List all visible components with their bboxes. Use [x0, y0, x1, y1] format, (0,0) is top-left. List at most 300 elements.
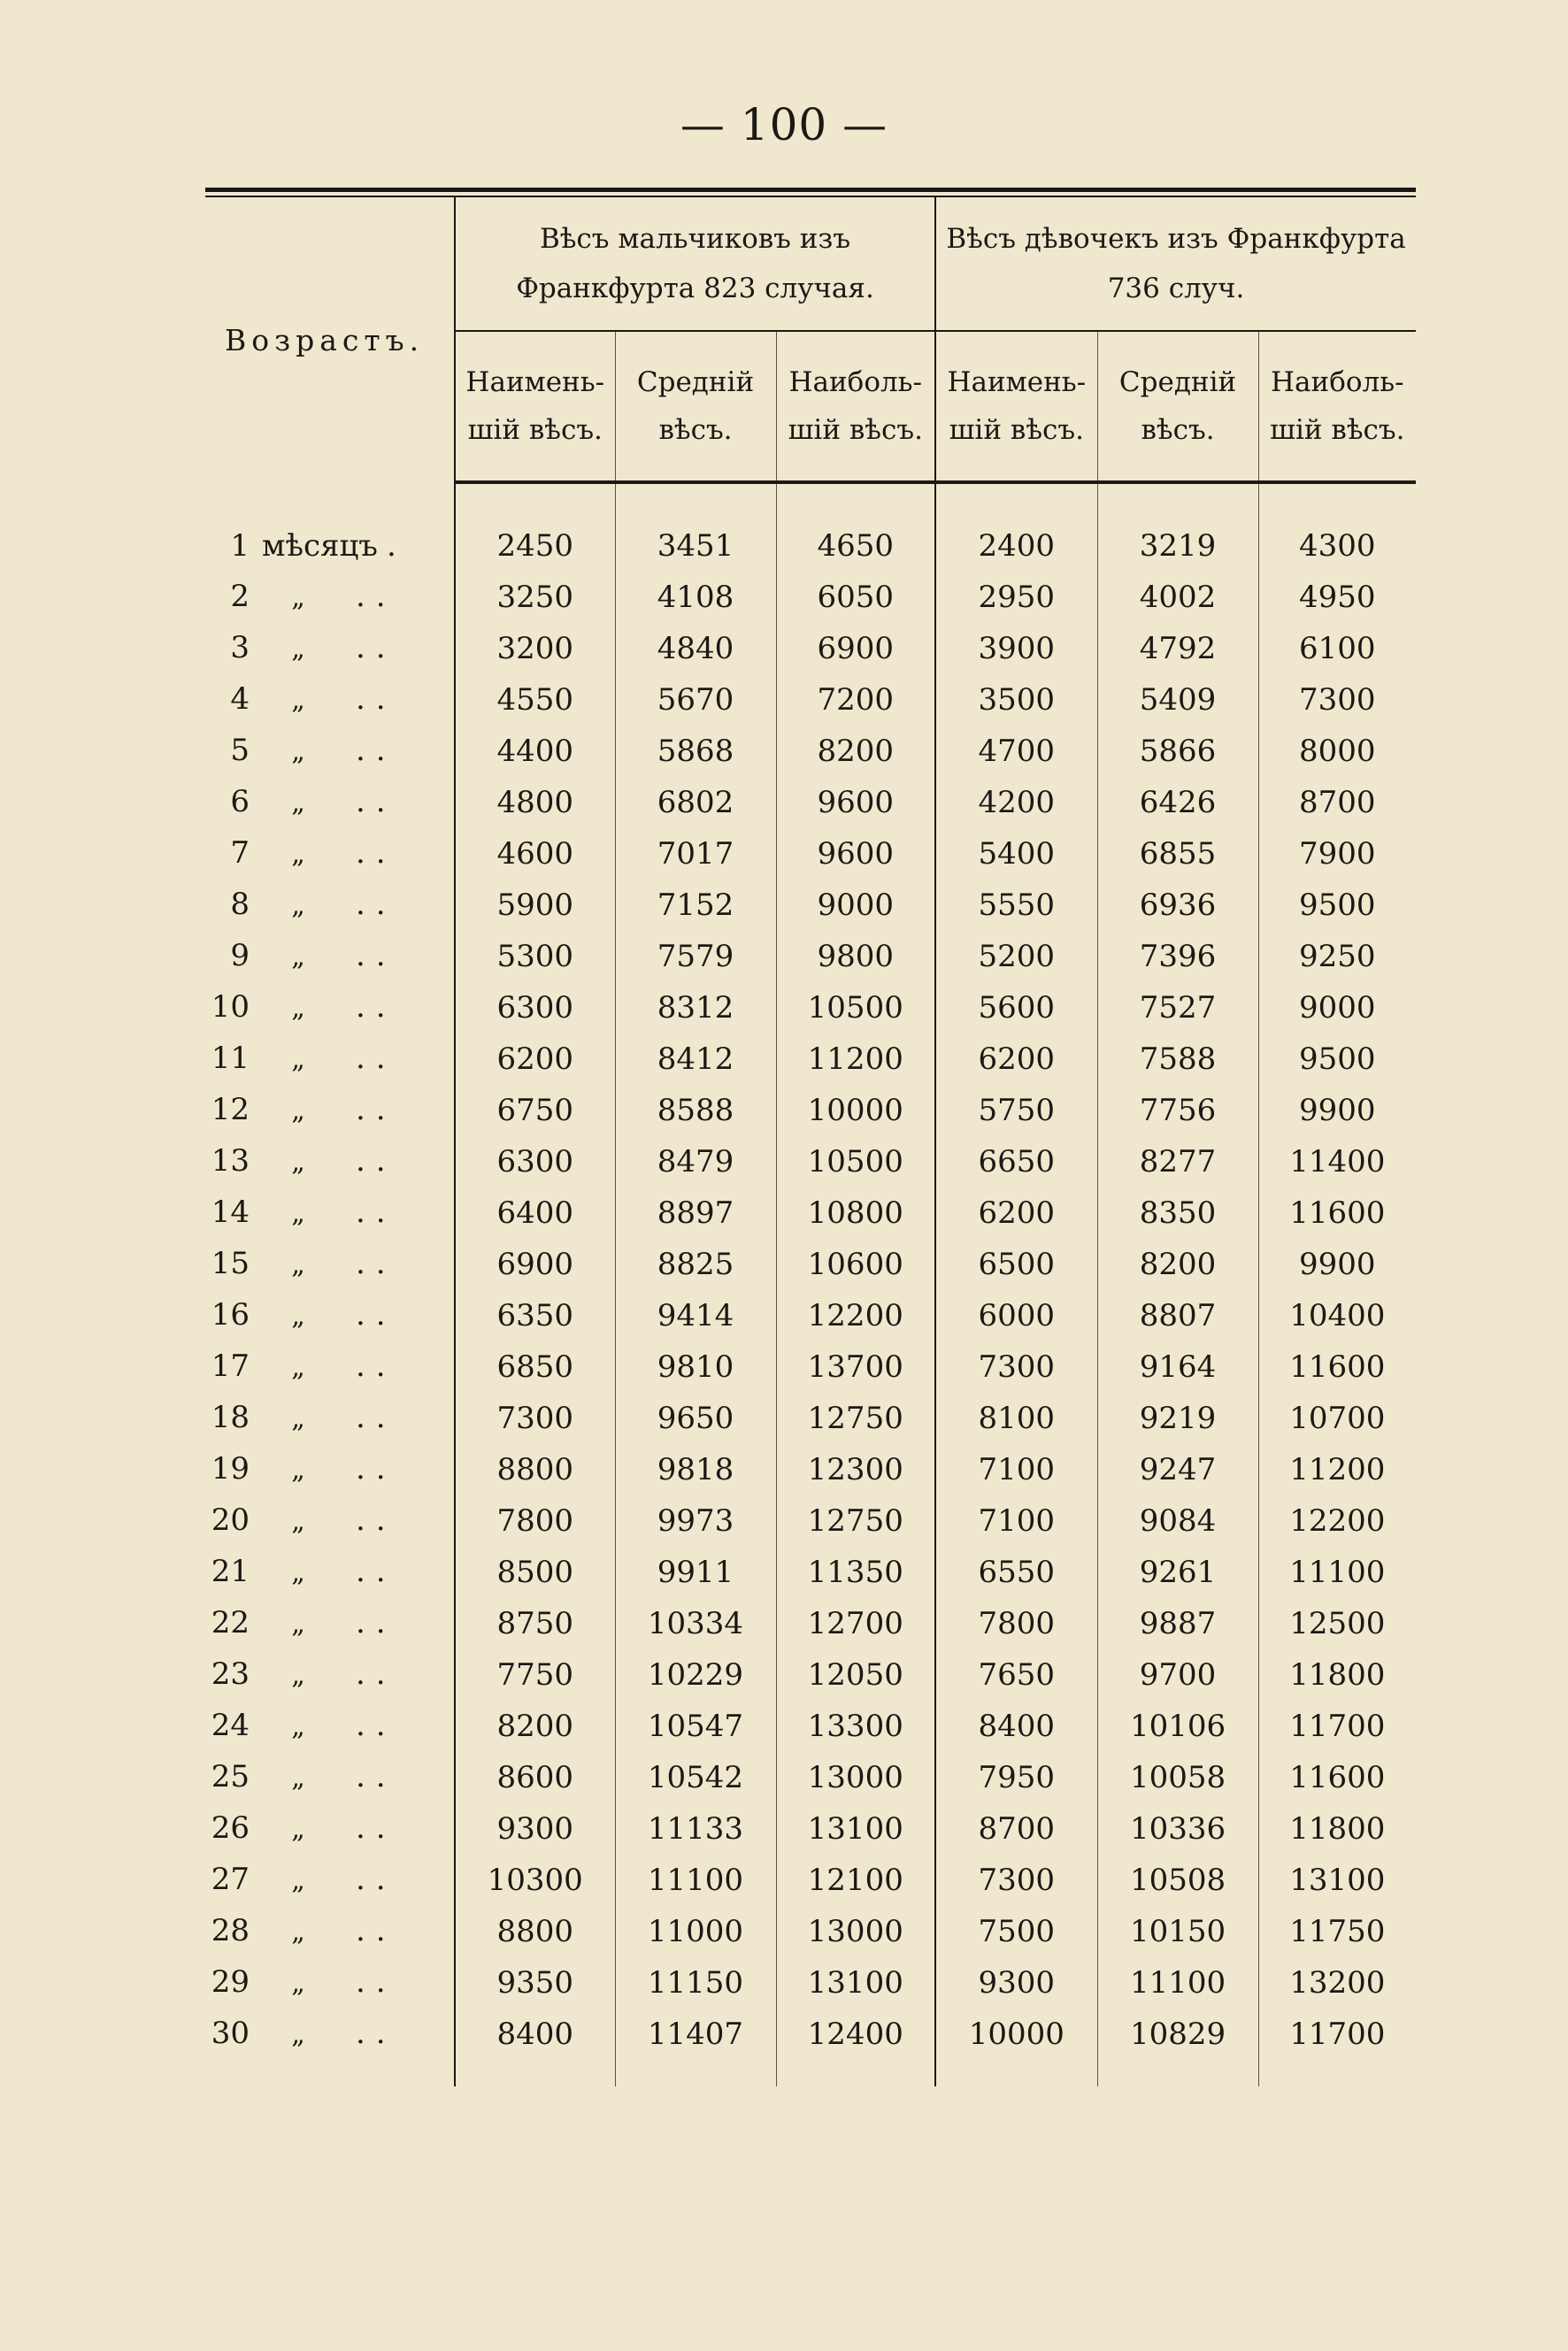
ditto-mark: „	[291, 993, 305, 1024]
age-cell	[205, 521, 455, 572]
leader-dots: ..	[356, 938, 396, 973]
weight-cell-boys-avg: 8479	[615, 1136, 776, 1187]
weight-cell-girls-min: 9300	[935, 1957, 1097, 2009]
age-number: 16	[211, 1297, 250, 1333]
weight-cell-boys-avg: 8588	[615, 1085, 776, 1136]
weight-cell-boys-max: 13000	[776, 1906, 935, 1957]
age-cell	[205, 1187, 455, 1239]
weight-cell-girls-min: 7500	[935, 1906, 1097, 1957]
weight-cell-boys-max: 9800	[776, 931, 935, 982]
weight-cell-girls-max: 11400	[1258, 1136, 1416, 1187]
weight-cell-boys-avg: 11133	[615, 1803, 776, 1855]
age-cell	[205, 982, 455, 1033]
weight-cell-boys-max: 9600	[776, 828, 935, 880]
weight-cell-girls-avg: 8200	[1097, 1239, 1258, 1290]
header-girls-group: Вѣсъ дѣвочекъ изъ Франкфурта 736 случ.	[935, 197, 1416, 331]
age-number: 21	[211, 1554, 250, 1589]
weight-cell-boys-min: 5300	[455, 931, 615, 982]
age-number: 18	[211, 1400, 250, 1435]
table-row	[205, 777, 1416, 828]
weight-cell-girls-avg: 10829	[1097, 2009, 1258, 2060]
weight-cell-boys-min: 7800	[455, 1495, 615, 1547]
weight-cell-boys-max: 13300	[776, 1701, 935, 1752]
table-body	[205, 482, 1416, 2086]
weight-cell-girls-max: 4300	[1258, 521, 1416, 572]
weight-cell-boys-min: 9300	[455, 1803, 615, 1855]
leader-dots: ..	[356, 681, 396, 717]
weight-cell-boys-avg: 11100	[615, 1855, 776, 1906]
table-row	[205, 674, 1416, 726]
weight-table-wrapper	[205, 188, 1416, 2086]
ditto-mark: „	[291, 941, 305, 972]
ditto-mark: „	[291, 582, 305, 613]
weight-cell-boys-min: 4400	[455, 726, 615, 777]
weight-cell-girls-avg: 10106	[1097, 1701, 1258, 1752]
weight-cell-girls-avg: 8807	[1097, 1290, 1258, 1341]
weight-cell-girls-min: 8100	[935, 1393, 1097, 1444]
weight-cell-boys-min: 5900	[455, 880, 615, 931]
weight-cell-boys-min: 8500	[455, 1547, 615, 1598]
weight-cell-boys-max: 10500	[776, 982, 935, 1033]
leader-dots: ..	[356, 784, 396, 819]
weight-cell-girls-min: 6500	[935, 1239, 1097, 1290]
leader-dots: ..	[356, 1502, 396, 1538]
age-number: 1	[230, 528, 250, 564]
age-number: 17	[211, 1348, 250, 1384]
weight-cell-girls-avg: 9887	[1097, 1598, 1258, 1649]
weight-cell-boys-min: 8400	[455, 2009, 615, 2060]
age-cell	[205, 1033, 455, 1085]
weight-cell-boys-max: 9600	[776, 777, 935, 828]
weight-cell-girls-avg: 9164	[1097, 1341, 1258, 1393]
weight-cell-girls-max: 7900	[1258, 828, 1416, 880]
weight-cell-girls-max: 4950	[1258, 572, 1416, 623]
weight-cell-boys-avg: 11000	[615, 1906, 776, 1957]
weight-cell-girls-min: 7800	[935, 1598, 1097, 1649]
weight-cell-girls-min: 3900	[935, 623, 1097, 674]
age-cell	[205, 1598, 455, 1649]
weight-cell-girls-min: 6550	[935, 1547, 1097, 1598]
weight-cell-girls-avg: 7396	[1097, 931, 1258, 982]
leader-dots: ..	[356, 1708, 396, 1743]
weight-cell-girls-max: 11800	[1258, 1649, 1416, 1701]
weight-cell-boys-avg: 4108	[615, 572, 776, 623]
table-row	[205, 623, 1416, 674]
weight-cell-boys-avg: 10229	[615, 1649, 776, 1701]
weight-cell-boys-max: 10800	[776, 1187, 935, 1239]
age-cell	[205, 1341, 455, 1393]
weight-cell-boys-avg: 8312	[615, 982, 776, 1033]
weight-cell-boys-min: 6750	[455, 1085, 615, 1136]
weight-cell-girls-min: 6650	[935, 1136, 1097, 1187]
page-number: — 100 —	[680, 99, 888, 150]
weight-cell-girls-avg: 11100	[1097, 1957, 1258, 2009]
weight-cell-boys-avg: 9414	[615, 1290, 776, 1341]
age-number: 24	[211, 1708, 250, 1743]
weight-cell-boys-max: 9000	[776, 880, 935, 931]
leader-dots: ..	[356, 1913, 396, 1948]
weight-cell-girls-avg: 10058	[1097, 1752, 1258, 1803]
table-row	[205, 880, 1416, 931]
ditto-mark: „	[291, 839, 305, 870]
weight-cell-girls-min: 4200	[935, 777, 1097, 828]
table-end-padding	[205, 2060, 1416, 2086]
weight-cell-boys-min: 6200	[455, 1033, 615, 1085]
weight-cell-girls-avg: 4792	[1097, 623, 1258, 674]
weight-cell-girls-min: 7300	[935, 1855, 1097, 1906]
ditto-mark: „	[291, 1609, 305, 1640]
weight-cell-boys-avg: 8412	[615, 1033, 776, 1085]
weight-cell-boys-max: 12100	[776, 1855, 935, 1906]
age-cell	[205, 674, 455, 726]
leader-dots: ..	[356, 1400, 396, 1435]
header-girls-max: Наиболь-шій вѣсъ.	[1258, 331, 1416, 482]
weight-cell-girls-min: 7650	[935, 1649, 1097, 1701]
leader-dots: ..	[356, 1195, 396, 1230]
weight-cell-boys-avg: 10334	[615, 1598, 776, 1649]
weight-cell-girls-avg: 3219	[1097, 521, 1258, 572]
weight-cell-boys-min: 6350	[455, 1290, 615, 1341]
age-number: 6	[230, 784, 250, 819]
ditto-mark: „	[291, 1198, 305, 1229]
weight-cell-boys-max: 12750	[776, 1393, 935, 1444]
weight-cell-boys-avg: 5670	[615, 674, 776, 726]
age-number: 22	[211, 1605, 250, 1640]
ditto-mark: „	[291, 1147, 305, 1178]
age-cell	[205, 623, 455, 674]
weight-cell-boys-max: 6050	[776, 572, 935, 623]
weight-cell-girls-min: 3500	[935, 674, 1097, 726]
header-age: Возрастъ.	[225, 322, 425, 357]
age-number: 27	[211, 1862, 250, 1897]
weight-cell-boys-min: 8200	[455, 1701, 615, 1752]
weight-cell-boys-min: 3250	[455, 572, 615, 623]
ditto-mark: „	[291, 890, 305, 921]
age-number: 30	[211, 2016, 250, 2051]
table-row	[205, 1033, 1416, 1085]
leader-dots: ..	[356, 733, 396, 768]
weight-cell-boys-avg: 6802	[615, 777, 776, 828]
age-cell	[205, 726, 455, 777]
age-number: 13	[211, 1143, 250, 1179]
age-cell	[205, 1444, 455, 1495]
weight-cell-boys-min: 6300	[455, 982, 615, 1033]
age-cell	[205, 1752, 455, 1803]
weight-cell-girls-avg: 6855	[1097, 828, 1258, 880]
weight-cell-boys-avg: 9810	[615, 1341, 776, 1393]
age-number: 9	[230, 938, 250, 973]
weight-cell-girls-max: 10400	[1258, 1290, 1416, 1341]
top-rule-thick	[205, 188, 1416, 192]
table-row	[205, 1393, 1416, 1444]
weight-cell-girls-avg: 10336	[1097, 1803, 1258, 1855]
weight-cell-boys-max: 8200	[776, 726, 935, 777]
weight-cell-girls-min: 10000	[935, 2009, 1097, 2060]
table-row	[205, 1085, 1416, 1136]
header-girls-avg: Средній вѣсъ.	[1097, 331, 1258, 482]
weight-cell-boys-max: 12700	[776, 1598, 935, 1649]
weight-cell-boys-avg: 7017	[615, 828, 776, 880]
leader-dots: ..	[356, 1759, 396, 1794]
leader-dots: ..	[356, 1810, 396, 1846]
table-row	[205, 1341, 1416, 1393]
weight-cell-girls-max: 8000	[1258, 726, 1416, 777]
table-row	[205, 1136, 1416, 1187]
ditto-mark: „	[291, 1095, 305, 1126]
age-cell	[205, 572, 455, 623]
ditto-mark: „	[291, 1660, 305, 1691]
weight-cell-boys-min: 9350	[455, 1957, 615, 2009]
leader-dots: ..	[356, 1246, 396, 1281]
weight-cell-girls-max: 8700	[1258, 777, 1416, 828]
weight-cell-boys-max: 13000	[776, 1752, 935, 1803]
ditto-mark: „	[291, 1557, 305, 1588]
weight-cell-girls-min: 4700	[935, 726, 1097, 777]
weight-cell-boys-avg: 9973	[615, 1495, 776, 1547]
weight-cell-girls-avg: 4002	[1097, 572, 1258, 623]
weight-cell-girls-avg: 7527	[1097, 982, 1258, 1033]
table-row	[205, 1803, 1416, 1855]
weight-cell-boys-max: 10500	[776, 1136, 935, 1187]
weight-cell-boys-min: 8800	[455, 1444, 615, 1495]
weight-cell-boys-max: 12200	[776, 1290, 935, 1341]
weight-cell-boys-max: 11350	[776, 1547, 935, 1598]
age-cell	[205, 1701, 455, 1752]
age-cell	[205, 1649, 455, 1701]
age-number: 8	[230, 887, 250, 922]
weight-cell-boys-avg: 9818	[615, 1444, 776, 1495]
table-row	[205, 1444, 1416, 1495]
weight-cell-boys-max: 6900	[776, 623, 935, 674]
weight-cell-girls-max: 9000	[1258, 982, 1416, 1033]
weight-cell-boys-min: 4550	[455, 674, 615, 726]
weight-cell-boys-max: 13700	[776, 1341, 935, 1393]
weight-cell-boys-min: 4600	[455, 828, 615, 880]
weight-cell-girls-avg: 6936	[1097, 880, 1258, 931]
age-number: 12	[211, 1092, 250, 1127]
age-unit: мѣсяцъ	[262, 528, 378, 564]
weight-cell-boys-min: 4800	[455, 777, 615, 828]
weight-cell-boys-max: 4650	[776, 521, 935, 572]
age-cell	[205, 2009, 455, 2060]
table-row	[205, 1752, 1416, 1803]
weight-cell-girls-min: 5200	[935, 931, 1097, 982]
weight-cell-girls-avg: 5866	[1097, 726, 1258, 777]
age-cell	[205, 1855, 455, 1906]
weight-cell-boys-max: 7200	[776, 674, 935, 726]
weight-cell-girls-min: 8400	[935, 1701, 1097, 1752]
header-boys-min: Наимень-шій вѣсъ.	[455, 331, 615, 482]
weight-cell-girls-avg: 9261	[1097, 1547, 1258, 1598]
ditto-mark: „	[291, 1968, 305, 1999]
header-boys-avg: Средній вѣсъ.	[615, 331, 776, 482]
leader-dots: ..	[356, 1451, 396, 1487]
weight-cell-boys-max: 13100	[776, 1957, 935, 2009]
age-cell	[205, 1803, 455, 1855]
weight-cell-girls-max: 11800	[1258, 1803, 1416, 1855]
age-cell	[205, 1957, 455, 2009]
weight-cell-girls-min: 7100	[935, 1495, 1097, 1547]
table-row	[205, 521, 1416, 572]
ditto-mark: „	[291, 685, 305, 716]
weight-cell-girls-max: 9250	[1258, 931, 1416, 982]
ditto-mark: „	[291, 1865, 305, 1896]
weight-cell-boys-avg: 5868	[615, 726, 776, 777]
weight-cell-girls-max: 11700	[1258, 1701, 1416, 1752]
leader-dots: ..	[356, 989, 396, 1025]
age-cell	[205, 828, 455, 880]
table-row	[205, 1598, 1416, 1649]
weight-cell-girls-min: 5400	[935, 828, 1097, 880]
weight-cell-girls-avg: 10508	[1097, 1855, 1258, 1906]
weight-cell-girls-max: 7300	[1258, 674, 1416, 726]
table-row	[205, 828, 1416, 880]
weight-cell-boys-avg: 8825	[615, 1239, 776, 1290]
weight-cell-girls-avg: 8277	[1097, 1136, 1258, 1187]
weight-cell-boys-max: 12050	[776, 1649, 935, 1701]
table-row	[205, 572, 1416, 623]
age-number: 23	[211, 1656, 250, 1692]
weight-cell-boys-min: 7750	[455, 1649, 615, 1701]
weight-cell-boys-max: 10600	[776, 1239, 935, 1290]
leader-dots: ..	[356, 1964, 396, 2000]
ditto-mark: „	[291, 1455, 305, 1486]
weight-cell-girls-min: 2400	[935, 521, 1097, 572]
table-row	[205, 1906, 1416, 1957]
weight-cell-girls-max: 9500	[1258, 1033, 1416, 1085]
leader-dots: ..	[356, 579, 396, 614]
weight-cell-boys-min: 6400	[455, 1187, 615, 1239]
weight-cell-girls-max: 11200	[1258, 1444, 1416, 1495]
ditto-mark: „	[291, 1301, 305, 1332]
weight-cell-girls-avg: 5409	[1097, 674, 1258, 726]
leader-dots: .	[386, 528, 407, 564]
weight-cell-boys-min: 6850	[455, 1341, 615, 1393]
weight-cell-girls-max: 11700	[1258, 2009, 1416, 2060]
ditto-mark: „	[291, 736, 305, 767]
leader-dots: ..	[356, 2016, 396, 2051]
weight-cell-boys-avg: 11407	[615, 2009, 776, 2060]
ditto-mark: „	[291, 1917, 305, 1948]
weight-cell-boys-min: 8600	[455, 1752, 615, 1803]
weight-cell-girls-max: 12200	[1258, 1495, 1416, 1547]
table-row	[205, 1855, 1416, 1906]
table-row	[205, 1701, 1416, 1752]
table-row	[205, 1957, 1416, 2009]
weight-cell-boys-max: 12750	[776, 1495, 935, 1547]
age-number: 25	[211, 1759, 250, 1794]
weight-cell-girls-max: 11600	[1258, 1341, 1416, 1393]
weight-cell-girls-max: 11600	[1258, 1187, 1416, 1239]
weight-cell-girls-avg: 6426	[1097, 777, 1258, 828]
weight-cell-boys-avg: 9650	[615, 1393, 776, 1444]
weight-cell-girls-min: 8700	[935, 1803, 1097, 1855]
ditto-mark: „	[291, 1403, 305, 1434]
age-number: 19	[211, 1451, 250, 1487]
weight-cell-girls-min: 7950	[935, 1752, 1097, 1803]
age-number: 3	[230, 630, 250, 665]
weight-cell-girls-min: 7100	[935, 1444, 1097, 1495]
table-row	[205, 1290, 1416, 1341]
weight-cell-girls-max: 13200	[1258, 1957, 1416, 2009]
weight-cell-girls-max: 12500	[1258, 1598, 1416, 1649]
weight-cell-girls-avg: 9700	[1097, 1649, 1258, 1701]
age-number: 29	[211, 1964, 250, 2000]
age-cell	[205, 1136, 455, 1187]
weight-cell-boys-max: 13100	[776, 1803, 935, 1855]
weight-cell-girls-avg: 9219	[1097, 1393, 1258, 1444]
leader-dots: ..	[356, 1143, 396, 1179]
ditto-mark: „	[291, 1352, 305, 1383]
header-boys-group: Вѣсъ мальчиковъ изъ Франкфурта 823 случая.	[455, 197, 935, 331]
table-spacer-row	[205, 482, 1416, 521]
weight-cell-boys-avg: 11150	[615, 1957, 776, 2009]
table-row	[205, 1239, 1416, 1290]
weight-cell-boys-avg: 3451	[615, 521, 776, 572]
age-number: 2	[230, 579, 250, 614]
weight-cell-boys-min: 2450	[455, 521, 615, 572]
weight-cell-girls-max: 9500	[1258, 880, 1416, 931]
weight-cell-girls-avg: 10150	[1097, 1906, 1258, 1957]
weight-cell-boys-max: 11200	[776, 1033, 935, 1085]
ditto-mark: „	[291, 1249, 305, 1280]
weight-cell-boys-avg: 8897	[615, 1187, 776, 1239]
weight-cell-girls-avg: 9084	[1097, 1495, 1258, 1547]
weight-cell-girls-min: 6200	[935, 1187, 1097, 1239]
age-number: 15	[211, 1246, 250, 1281]
leader-dots: ..	[356, 1092, 396, 1127]
table-row	[205, 1187, 1416, 1239]
weight-cell-boys-avg: 4840	[615, 623, 776, 674]
weight-cell-girls-min: 6200	[935, 1033, 1097, 1085]
weight-cell-girls-avg: 8350	[1097, 1187, 1258, 1239]
weight-cell-girls-max: 9900	[1258, 1239, 1416, 1290]
age-number: 4	[230, 681, 250, 717]
age-cell	[205, 1290, 455, 1341]
weight-cell-boys-min: 3200	[455, 623, 615, 674]
table-row	[205, 1649, 1416, 1701]
age-cell	[205, 777, 455, 828]
weight-cell-girls-min: 5550	[935, 880, 1097, 931]
age-cell	[205, 931, 455, 982]
weight-cell-boys-min: 7300	[455, 1393, 615, 1444]
weight-cell-boys-min: 6900	[455, 1239, 615, 1290]
table-row	[205, 982, 1416, 1033]
age-cell	[205, 1085, 455, 1136]
weight-cell-boys-avg: 7579	[615, 931, 776, 982]
table-row	[205, 726, 1416, 777]
age-number: 20	[211, 1502, 250, 1538]
age-number: 7	[230, 835, 250, 871]
weight-cell-boys-avg: 7152	[615, 880, 776, 931]
leader-dots: ..	[356, 1862, 396, 1897]
weight-cell-girls-max: 13100	[1258, 1855, 1416, 1906]
ditto-mark: „	[291, 1763, 305, 1794]
leader-dots: ..	[356, 1041, 396, 1076]
weight-cell-girls-max: 10700	[1258, 1393, 1416, 1444]
leader-dots: ..	[356, 1605, 396, 1640]
weight-cell-girls-min: 6000	[935, 1290, 1097, 1341]
weight-cell-girls-max: 9900	[1258, 1085, 1416, 1136]
age-cell	[205, 880, 455, 931]
weight-cell-girls-min: 7300	[935, 1341, 1097, 1393]
weight-cell-girls-max: 11750	[1258, 1906, 1416, 1957]
ditto-mark: „	[291, 634, 305, 665]
table-row	[205, 2009, 1416, 2060]
age-number: 14	[211, 1195, 250, 1230]
ditto-mark: „	[291, 1044, 305, 1075]
weight-table	[205, 197, 1416, 2086]
